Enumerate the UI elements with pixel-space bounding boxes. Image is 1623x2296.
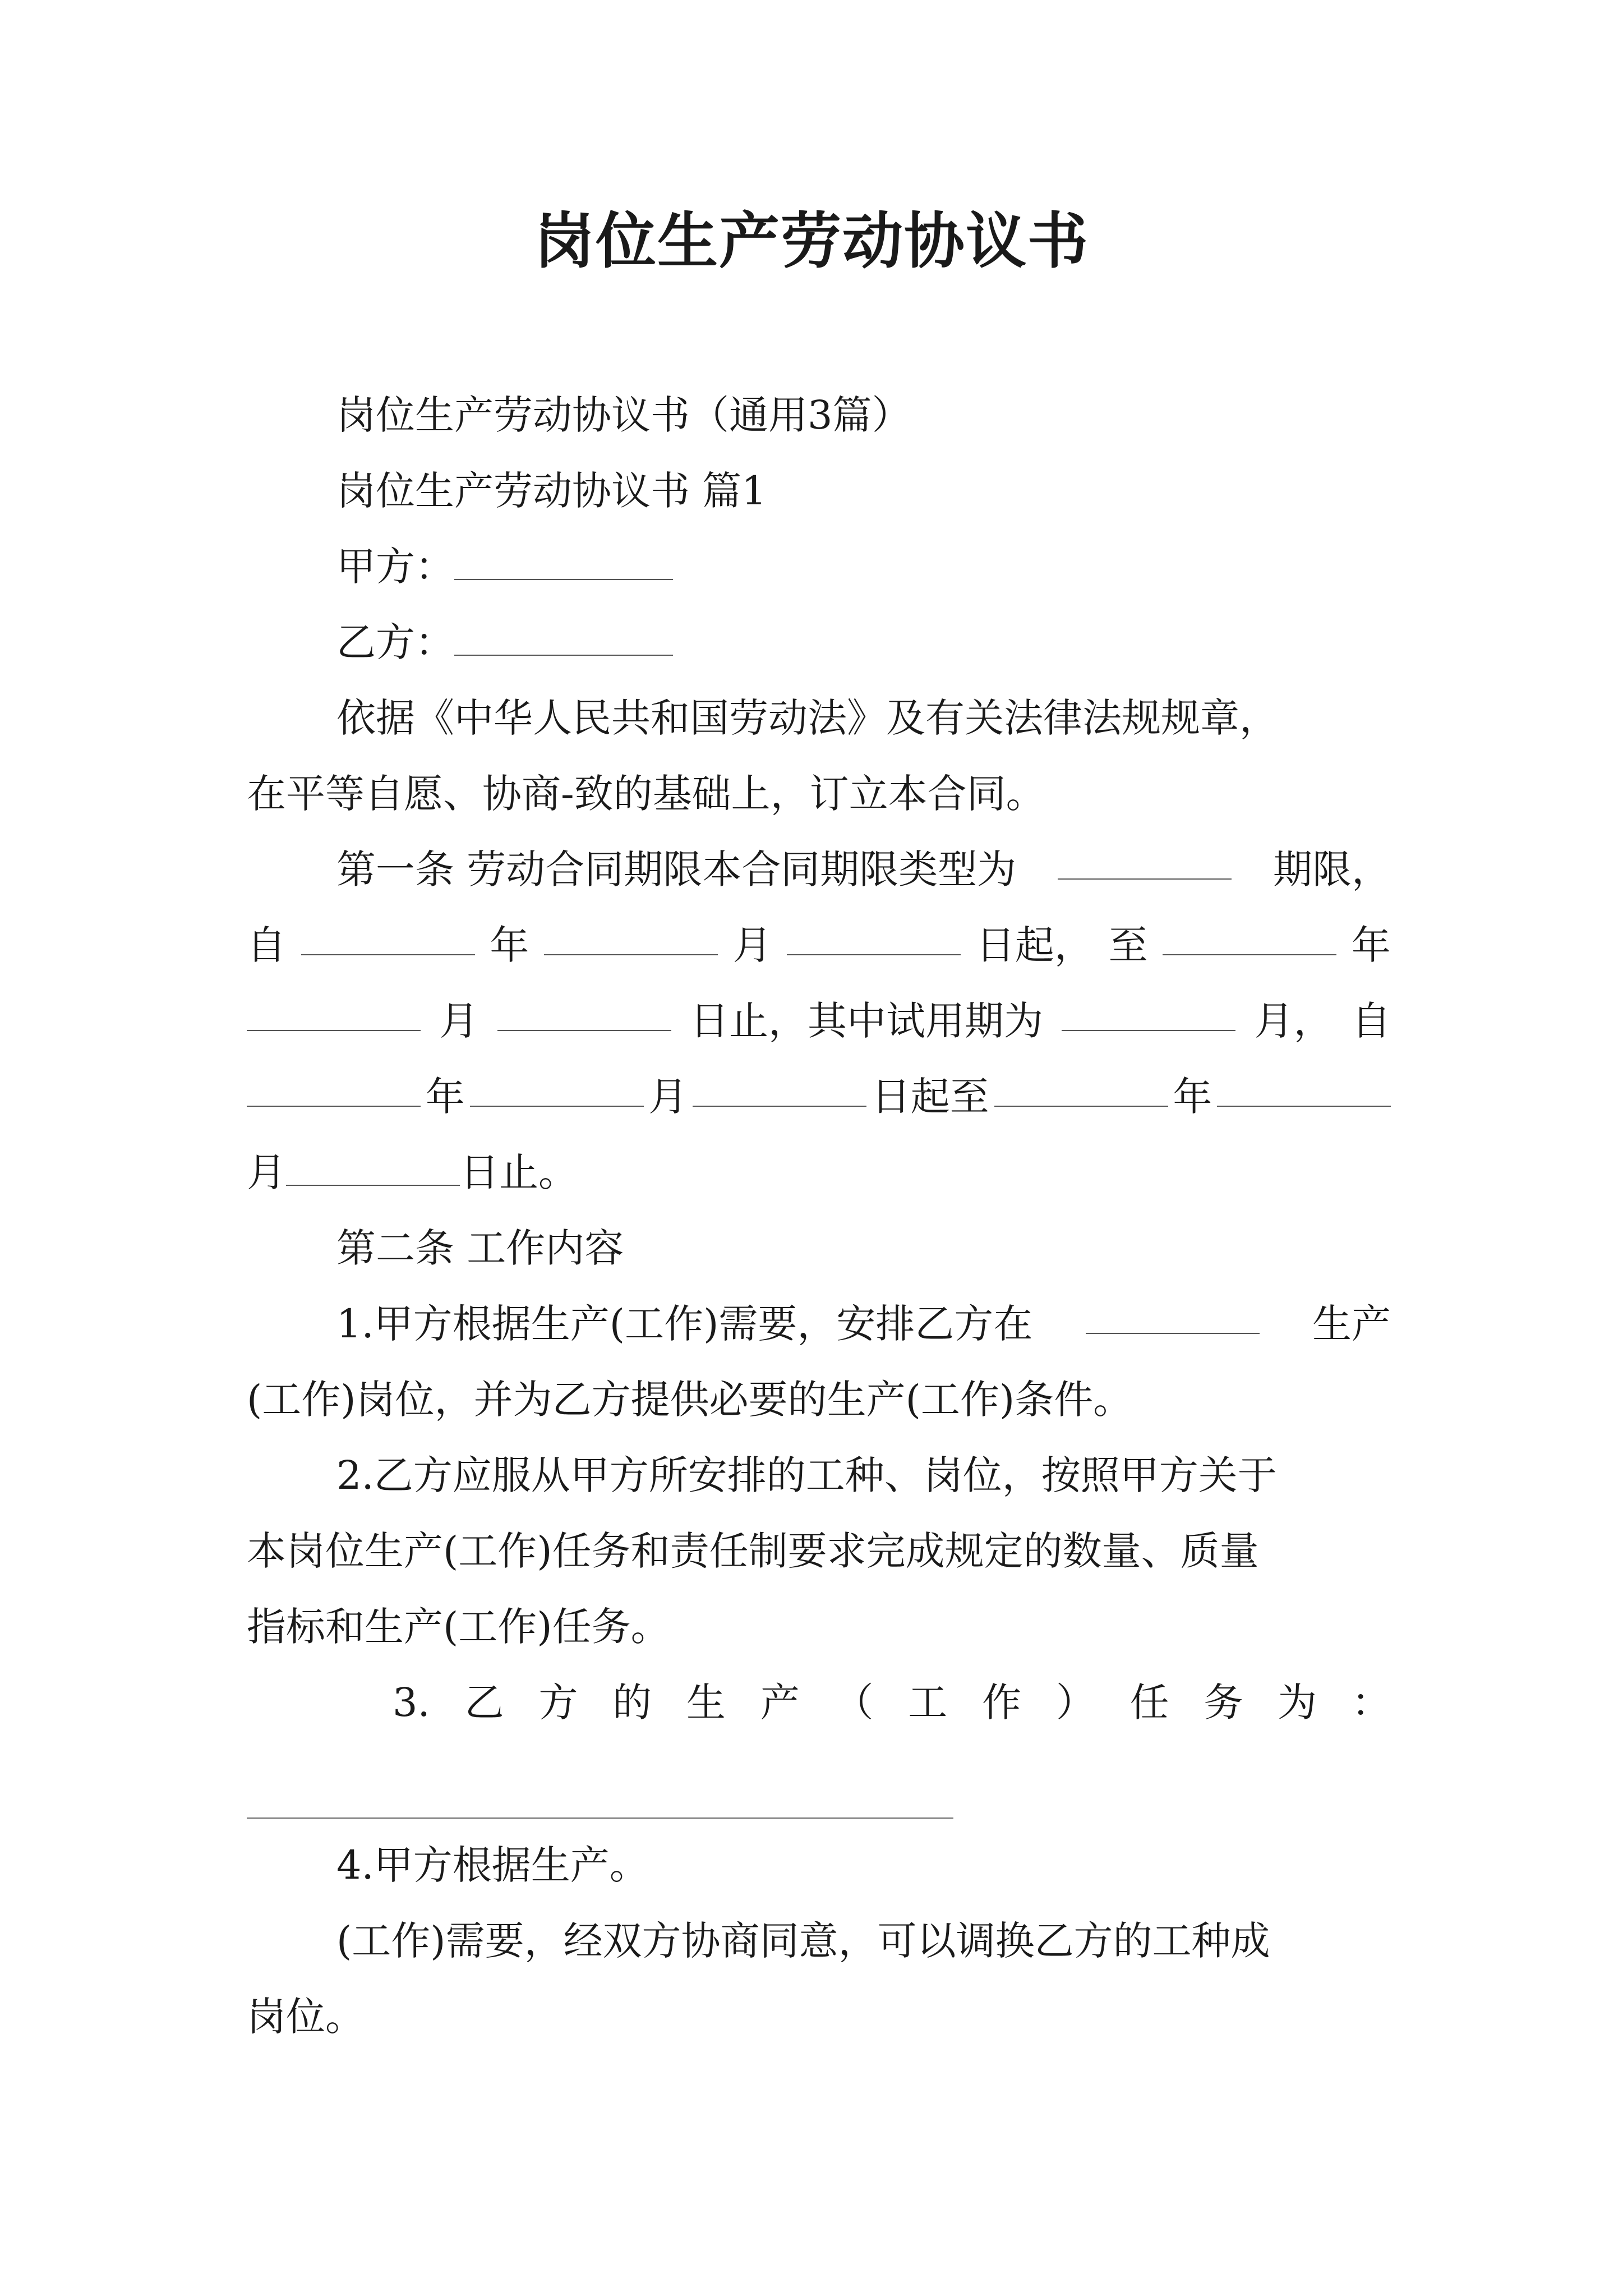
item1-line-1 — [336, 1296, 1391, 1352]
item3-char: 为 — [1278, 1680, 1317, 1726]
task-blank-line[interactable] — [247, 1818, 953, 1819]
start-month-blank[interactable] — [544, 917, 718, 955]
item1-text: 生产 — [1312, 1301, 1391, 1347]
item2-line-2: 本岗位生产(工作)任务和责任制要求完成规定的数量、质量 — [247, 1528, 1259, 1574]
article1-text: 至 — [1108, 922, 1148, 968]
probation-start-year-blank[interactable] — [247, 1069, 421, 1107]
probation-start-month-blank[interactable] — [470, 1069, 644, 1107]
item3-char: 作 — [982, 1680, 1022, 1726]
article1-text: 月 — [247, 1149, 286, 1195]
article1-text: 年 — [425, 1074, 465, 1120]
article1-text: 月， — [1254, 998, 1333, 1044]
item4-cont-line-1: (工作)需要，经双方协商同意，可以调换乙方的工种成 — [336, 1918, 1270, 1964]
article1-line-4 — [247, 1069, 1391, 1125]
party-b-label: 乙方： — [336, 619, 454, 665]
party-a-label: 甲方： — [336, 544, 454, 590]
item3-char: 生 — [686, 1680, 726, 1726]
probation-start-day-blank[interactable] — [693, 1069, 866, 1107]
item3-char: ） — [1055, 1680, 1095, 1726]
section-heading: 岗位生产劳动协议书 篇1 — [336, 468, 767, 514]
article1-text: 第一条 劳动合同期限本合同期限类型为 — [336, 846, 1017, 892]
term-type-blank[interactable] — [1058, 841, 1232, 880]
intro-line-1: 依据《中华人民共和国劳动法》及有关法律法规规章， — [336, 695, 1279, 741]
article1-text: 年 — [1173, 1074, 1212, 1120]
probation-end-month-blank[interactable] — [1217, 1069, 1391, 1107]
item2-line-1: 2.乙方应服从甲方所安排的工种、岗位，按照甲方关于 — [336, 1452, 1277, 1498]
article1-text: 月 — [648, 1074, 688, 1120]
item3-char: 产 — [760, 1680, 800, 1726]
party-b-blank[interactable] — [454, 618, 673, 656]
item3-char: 3. — [393, 1680, 430, 1726]
intro-line-2: 在平等自愿、协商-致的基础上，订立本合同。 — [247, 771, 1045, 817]
item1-line-2: (工作)岗位，并为乙方提供必要的生产(工作)条件。 — [247, 1377, 1133, 1423]
article1-text: 日起， — [975, 922, 1094, 968]
item4-cont-line-2: 岗位。 — [247, 1994, 365, 2040]
item3-char: 任 — [1129, 1680, 1169, 1726]
item2-line-3: 指标和生产(工作)任务。 — [247, 1604, 670, 1650]
end-month-blank[interactable] — [247, 993, 421, 1031]
party-a-blank[interactable] — [454, 542, 673, 580]
article1-line-2 — [247, 917, 1391, 973]
article1-text: 月 — [732, 922, 772, 968]
item3-line — [393, 1674, 1391, 1731]
probation-months-blank[interactable] — [1062, 993, 1235, 1031]
article1-text: 日起至 — [871, 1074, 989, 1120]
article1-text: 自 — [1351, 998, 1391, 1044]
article1-text: 日止，其中试用期为 — [689, 998, 1043, 1044]
item3-char: ： — [1351, 1680, 1391, 1726]
end-year-blank[interactable] — [1163, 917, 1336, 955]
article1-line-3 — [247, 993, 1391, 1049]
item4-line: 4.甲方根据生产。 — [336, 1842, 649, 1888]
start-year-blank[interactable] — [301, 917, 475, 955]
article1-text: 月 — [439, 998, 479, 1044]
article2-heading: 第二条 工作内容 — [336, 1225, 624, 1271]
item3-char: 的 — [612, 1680, 652, 1726]
item3-char: 乙 — [464, 1680, 504, 1726]
item3-char: （ — [834, 1680, 874, 1726]
party-a-row — [336, 539, 1391, 595]
post-blank[interactable] — [1086, 1296, 1260, 1334]
start-day-blank[interactable] — [787, 917, 961, 955]
article1-line-5 — [247, 1144, 1391, 1200]
article1-line-1 — [336, 841, 1391, 898]
article1-text: 自 — [247, 922, 286, 968]
item1-text: 1.甲方根据生产(工作)需要，安排乙方在 — [336, 1301, 1033, 1347]
article1-text: 期限， — [1273, 846, 1391, 892]
item3-char: 务 — [1204, 1680, 1243, 1726]
article1-text: 年 — [490, 922, 529, 968]
item3-char: 方 — [538, 1680, 578, 1726]
document-subtitle: 岗位生产劳动协议书（通用3篇） — [336, 392, 911, 438]
document-title: 岗位生产劳动协议书 — [533, 206, 1089, 277]
article1-text: 日止。 — [460, 1149, 578, 1195]
item3-char: 工 — [908, 1680, 948, 1726]
probation-end-year-blank[interactable] — [994, 1069, 1168, 1107]
probation-end-day-blank[interactable] — [286, 1148, 460, 1186]
party-b-row — [336, 614, 1391, 670]
article1-text: 年 — [1351, 922, 1391, 968]
end-day-blank[interactable] — [497, 993, 671, 1031]
